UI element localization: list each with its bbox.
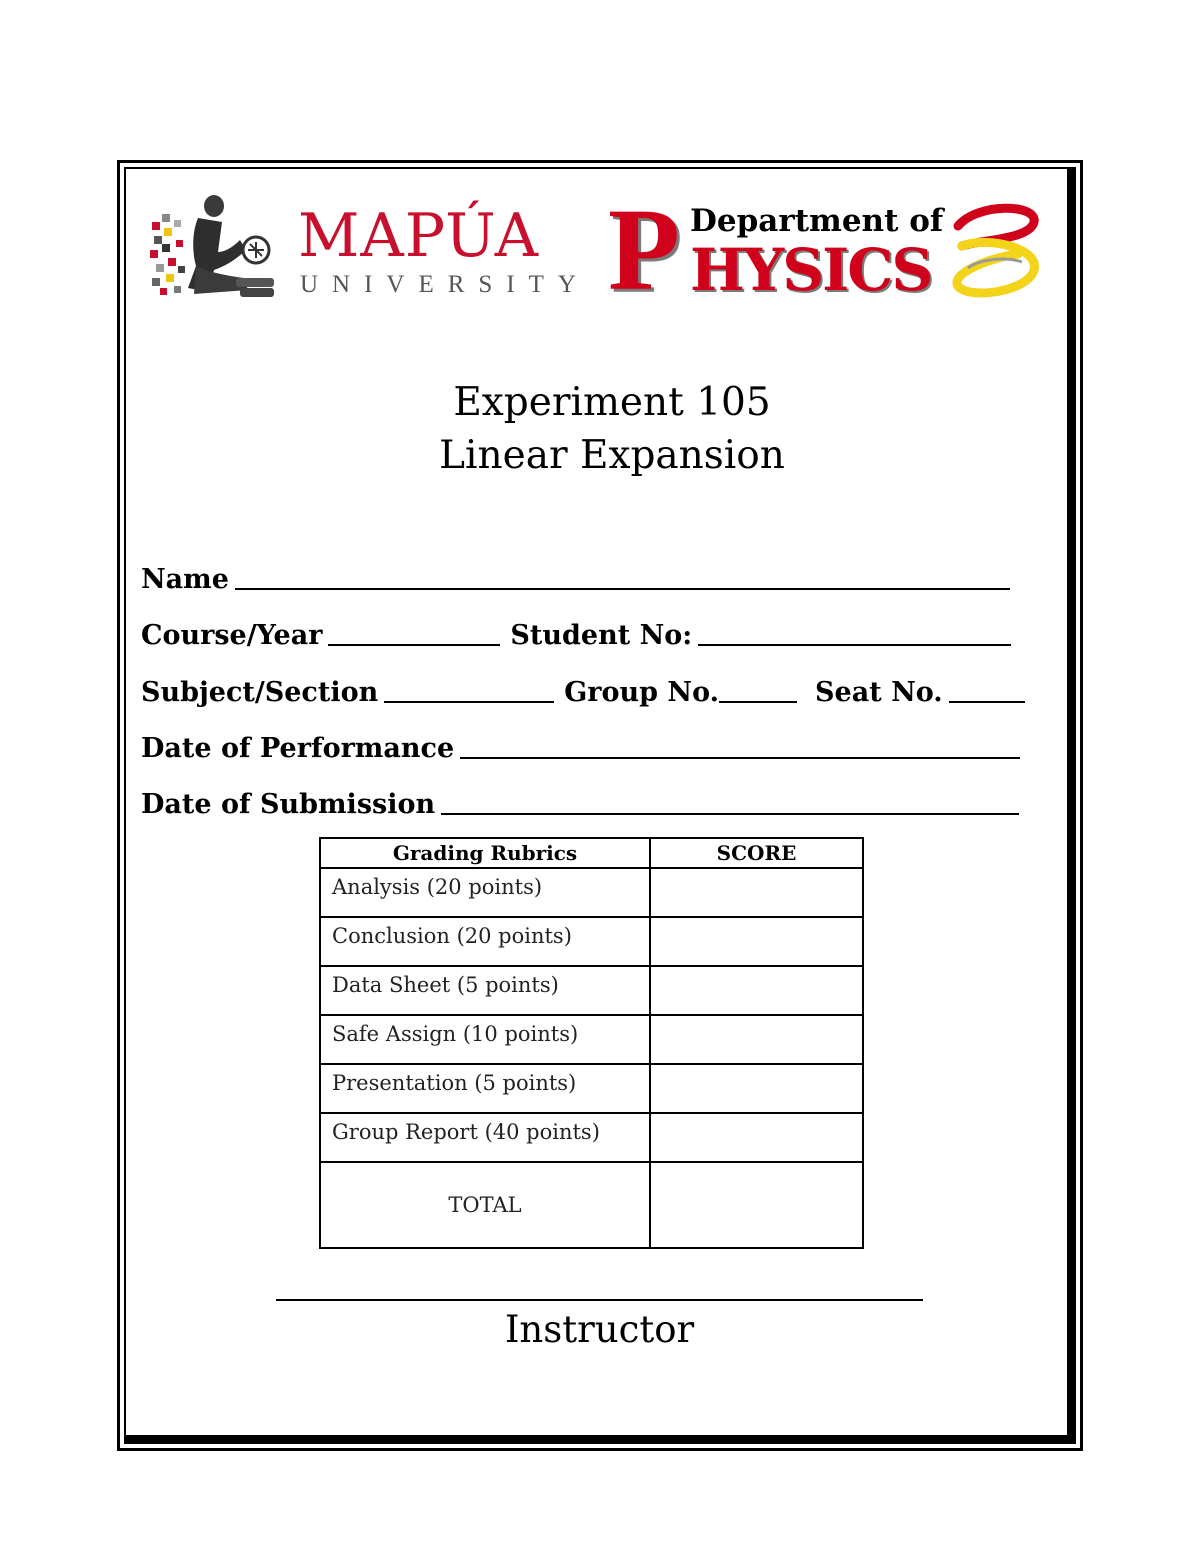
date-submission-field[interactable] — [441, 783, 1019, 815]
course-year-field[interactable] — [328, 614, 500, 646]
table-row — [320, 917, 863, 966]
mapua-wordmark: MAPÚA — [298, 201, 540, 271]
experiment-name-title: Linear Expansion — [439, 433, 785, 478]
rubric-total-score-cell[interactable] — [650, 1162, 863, 1248]
course-student-row — [141, 612, 1011, 652]
rubric-criterion: Presentation (5 points) — [320, 1064, 650, 1113]
rubric-score-cell[interactable] — [650, 1113, 863, 1162]
mapua-statue-silhouette — [188, 195, 274, 297]
mapua-figure-logo — [148, 192, 298, 304]
subject-group-seat-row — [141, 669, 1025, 709]
table-row — [320, 1113, 863, 1162]
table-row — [320, 868, 863, 917]
seat-no-field[interactable] — [949, 671, 1025, 703]
rubric-criterion: Data Sheet (5 points) — [320, 966, 650, 1015]
subject-section-field[interactable] — [384, 671, 554, 703]
date-performance-label: Date of Performance — [141, 733, 455, 764]
physics-department-label: Department of — [690, 203, 944, 239]
student-no-field[interactable] — [698, 614, 1011, 646]
rubric-score-cell[interactable] — [650, 868, 863, 917]
group-no-field[interactable] — [719, 671, 797, 703]
name-row — [141, 556, 1010, 596]
seat-no-label: Seat No. — [815, 677, 943, 708]
date-performance-row — [141, 725, 1020, 765]
rubric-criterion: Safe Assign (10 points) — [320, 1015, 650, 1064]
table-row — [320, 1064, 863, 1113]
instructor-label: Instructor — [504, 1308, 695, 1351]
name-label: Name — [141, 564, 229, 595]
subject-section-label: Subject/Section — [141, 677, 379, 708]
rubric-header-score: SCORE — [650, 838, 863, 868]
course-year-label: Course/Year — [141, 620, 323, 651]
name-field[interactable] — [235, 558, 1010, 590]
rubric-score-cell[interactable] — [650, 966, 863, 1015]
table-row — [320, 1015, 863, 1064]
physics-swirl-logo — [948, 196, 1044, 302]
rubric-criterion: Analysis (20 points) — [320, 868, 650, 917]
date-submission-row — [141, 781, 1019, 821]
mapua-subtitle: UNIVERSITY — [300, 271, 590, 298]
rubric-criterion: Conclusion (20 points) — [320, 917, 650, 966]
grading-rubric-table — [319, 837, 864, 1249]
mapua-pixel-mosaic — [150, 214, 185, 295]
student-no-label: Student No: — [510, 620, 693, 651]
experiment-number-title: Experiment 105 — [453, 380, 771, 425]
table-row — [320, 966, 863, 1015]
rubric-score-cell[interactable] — [650, 1064, 863, 1113]
rubric-score-cell[interactable] — [650, 1015, 863, 1064]
rubric-total-row — [320, 1162, 863, 1248]
instructor-signature-line[interactable] — [276, 1299, 923, 1301]
rubric-total-label: TOTAL — [320, 1162, 650, 1248]
rubric-header-row — [320, 838, 863, 868]
date-submission-label: Date of Submission — [141, 789, 436, 820]
rubric-score-cell[interactable] — [650, 917, 863, 966]
date-performance-field[interactable] — [460, 727, 1020, 759]
rubric-criterion: Group Report (40 points) — [320, 1113, 650, 1162]
rubric-header-criteria: Grading Rubrics — [320, 838, 650, 868]
physics-wordmark: HYSICS — [690, 236, 932, 304]
group-no-label: Group No. — [564, 677, 720, 708]
physics-initial-letter: P — [608, 184, 681, 315]
